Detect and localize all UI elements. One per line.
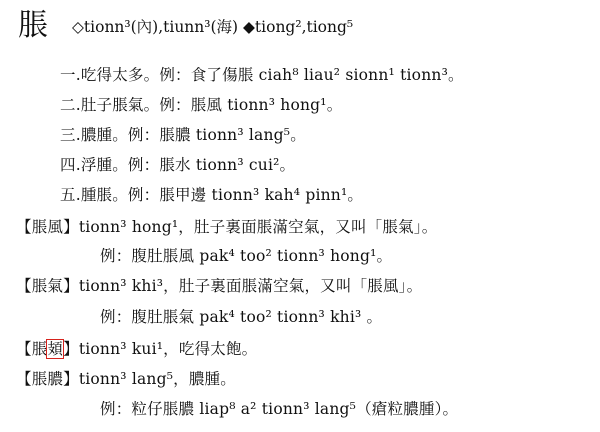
sense-5: 五.腫脹。例：脹甲邊 tionn³ kah⁴ pinn¹。 bbox=[60, 186, 364, 204]
compound-example-1: 例：腹肚脹風 pak⁴ too² tionn³ hong¹。 bbox=[100, 247, 393, 265]
entry-readings: ◇tionn³(內),tiunn³(海) ◆tiong²,tiong⁵ bbox=[72, 18, 354, 36]
compound-example-4: 例：粒仔脹膿 liap⁸ a² tionn³ lang⁵（瘡粒膿腫）。 bbox=[100, 400, 459, 418]
compound-definition: tionn³ lang⁵，膿腫。 bbox=[78, 370, 236, 388]
sense-1: 一.吃得太多。例：食了傷脹 ciah⁸ liau² sionn¹ tionn³。 bbox=[60, 66, 464, 84]
compound-headword: 【脹風】 bbox=[16, 218, 79, 236]
compound-headword: 【脹膿】 bbox=[16, 370, 79, 388]
entry-headword: 脹 bbox=[18, 8, 48, 43]
compound-headword-close: 】 bbox=[63, 340, 79, 358]
compound-entry-2 bbox=[16, 275, 422, 297]
compound-definition: tionn³ khi³，肚子裏面脹滿空氣，又叫「脹風」。 bbox=[78, 277, 423, 295]
compound-entry-4 bbox=[16, 368, 236, 390]
sense-3: 三.膿腫。例：脹膿 tionn³ lang⁵。 bbox=[60, 126, 306, 144]
compound-example-2: 例：腹肚脹氣 pak⁴ too² tionn³ khi³ 。 bbox=[100, 308, 383, 326]
compound-entry-1 bbox=[16, 216, 437, 238]
highlighted-character: 頍 bbox=[47, 340, 64, 358]
compound-headword: 【脹氣】 bbox=[16, 277, 79, 295]
compound-definition: tionn³ kui¹，吃得太飽。 bbox=[78, 340, 258, 358]
compound-entry-3 bbox=[16, 338, 257, 360]
sense-2: 二.肚子脹氣。例：脹風 tionn³ hong¹。 bbox=[60, 96, 343, 114]
compound-headword-open: 【脹 bbox=[16, 340, 48, 358]
sense-4: 四.浮腫。例：脹水 tionn³ cui²。 bbox=[60, 156, 296, 174]
compound-definition: tionn³ hong¹，肚子裏面脹滿空氣，又叫「脹氣」。 bbox=[78, 218, 438, 236]
